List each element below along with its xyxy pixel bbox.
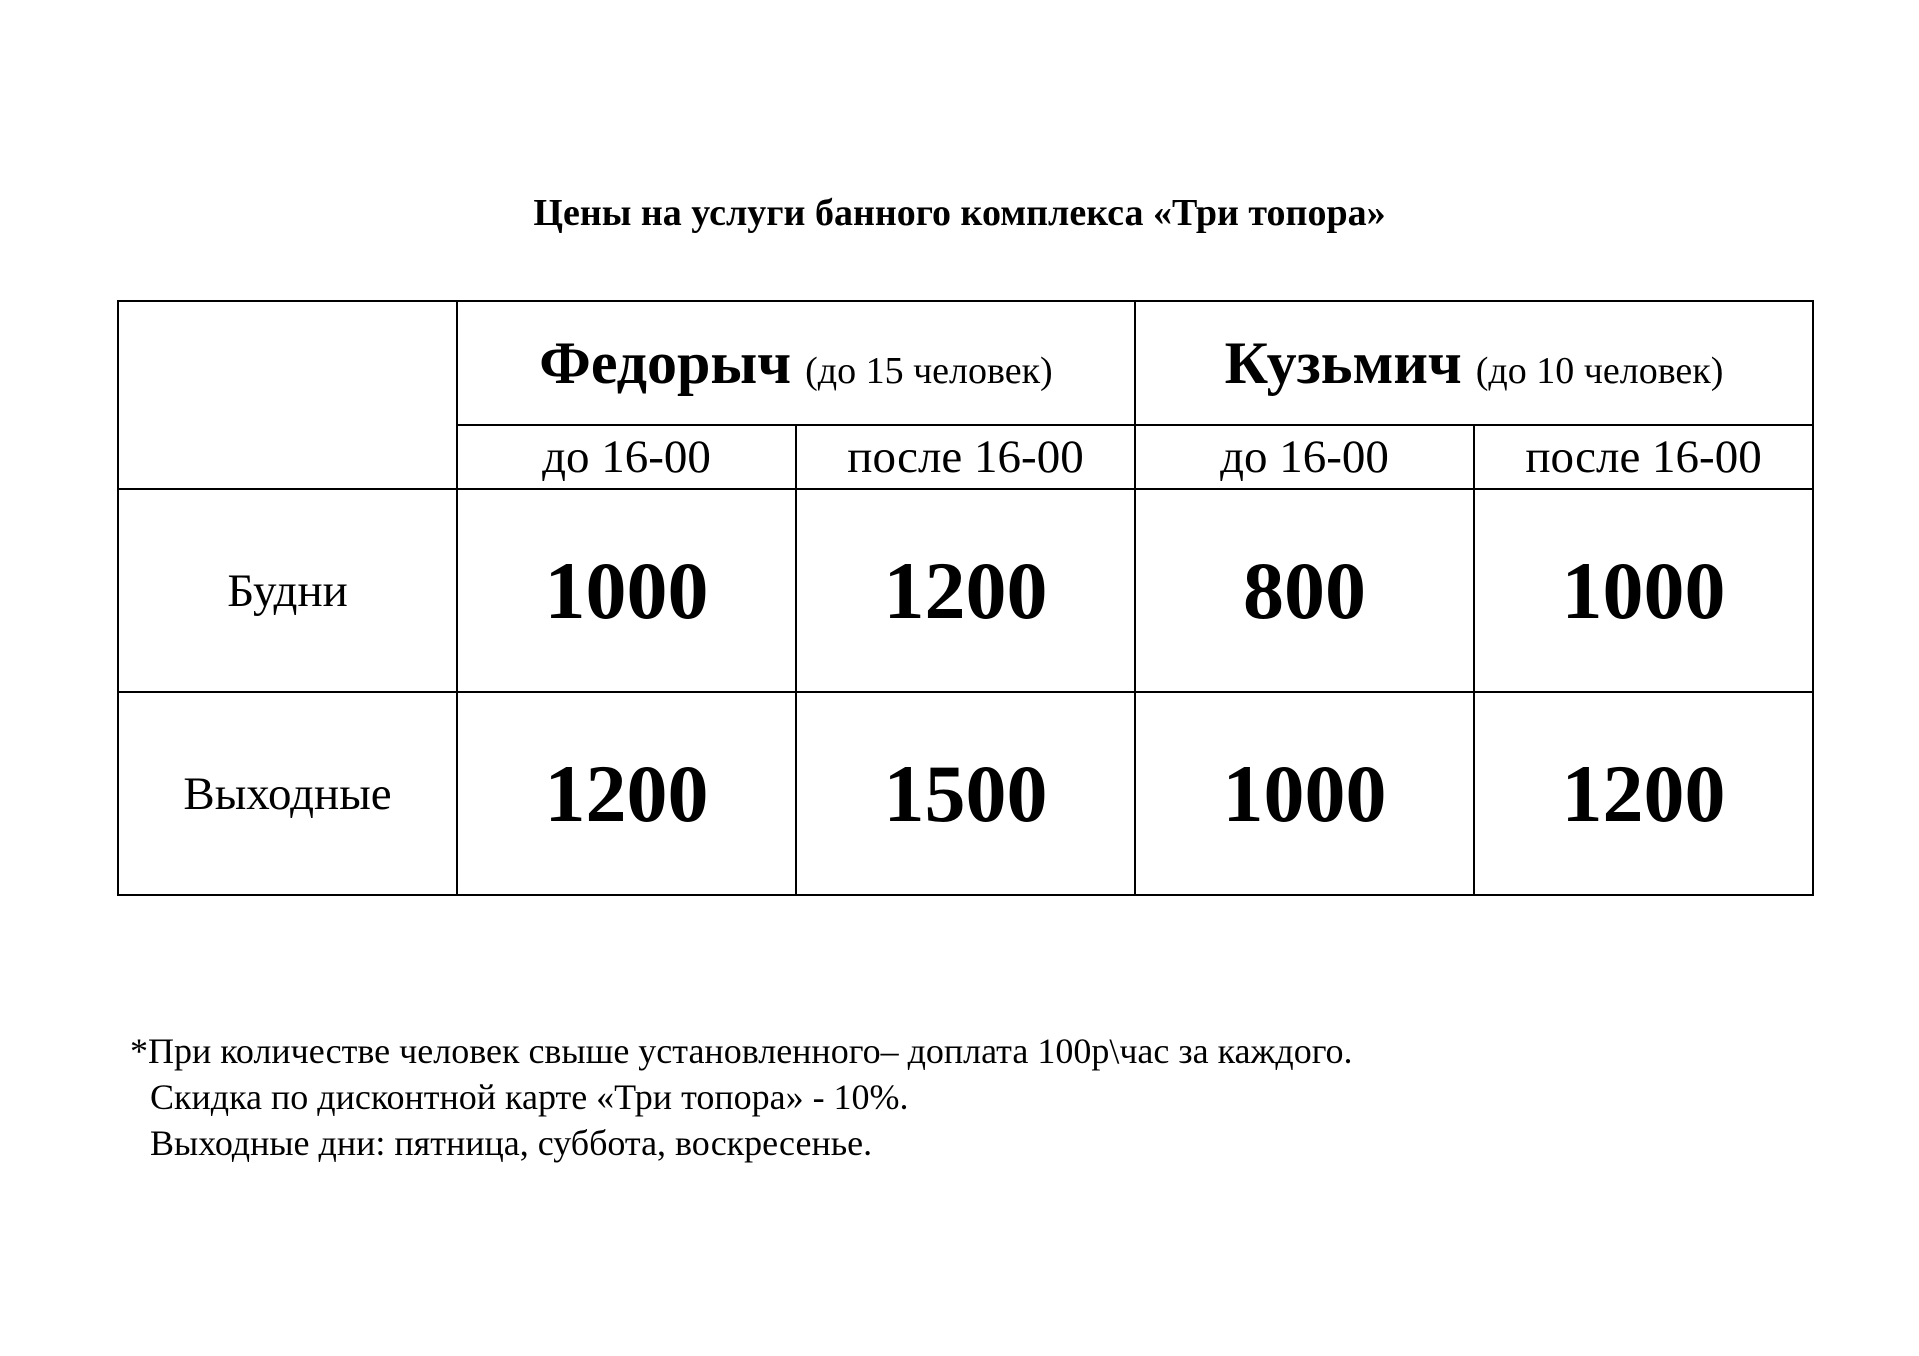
- room-name: Кузьмич: [1224, 329, 1462, 396]
- day-label: Выходные: [118, 692, 457, 895]
- page-title: Цены на услуги банного комплекса «Три топора»: [533, 192, 1386, 234]
- price-cell: 1500: [796, 692, 1135, 895]
- notes: [130, 1028, 1353, 1166]
- note-line: Выходные дни: пятница, суббота, воскресенье.: [150, 1123, 873, 1163]
- room-capacity: (до 10 человек): [1475, 349, 1724, 392]
- price-table: [117, 300, 1814, 896]
- price-cell: 800: [1135, 489, 1474, 692]
- table-row-weekdays: [118, 489, 1813, 692]
- price-cell: 1000: [1135, 692, 1474, 895]
- time-slot-cell: до 16-00: [1135, 425, 1474, 489]
- price-cell: 1000: [457, 489, 796, 692]
- room-header-row: [118, 301, 1813, 425]
- time-slot-cell: после 16-00: [1474, 425, 1813, 489]
- time-slot-cell: до 16-00: [457, 425, 796, 489]
- price-cell: 1000: [1474, 489, 1813, 692]
- note-line: *При количестве человек свыше установленного– доплата 100р\час за каждого.: [130, 1031, 1353, 1071]
- corner-cell: [118, 301, 457, 489]
- room-header-kuzmich: [1135, 301, 1813, 425]
- table-row-weekends: [118, 692, 1813, 895]
- price-cell: 1200: [457, 692, 796, 895]
- price-cell: 1200: [796, 489, 1135, 692]
- day-label: Будни: [118, 489, 457, 692]
- note-line: Скидка по дисконтной карте «Три топора» - 10%.: [150, 1077, 909, 1117]
- time-slot-cell: после 16-00: [796, 425, 1135, 489]
- room-name: Федорыч: [539, 329, 792, 396]
- price-cell: 1200: [1474, 692, 1813, 895]
- room-capacity: (до 15 человек): [805, 349, 1053, 392]
- room-header-fedorych: [457, 301, 1135, 425]
